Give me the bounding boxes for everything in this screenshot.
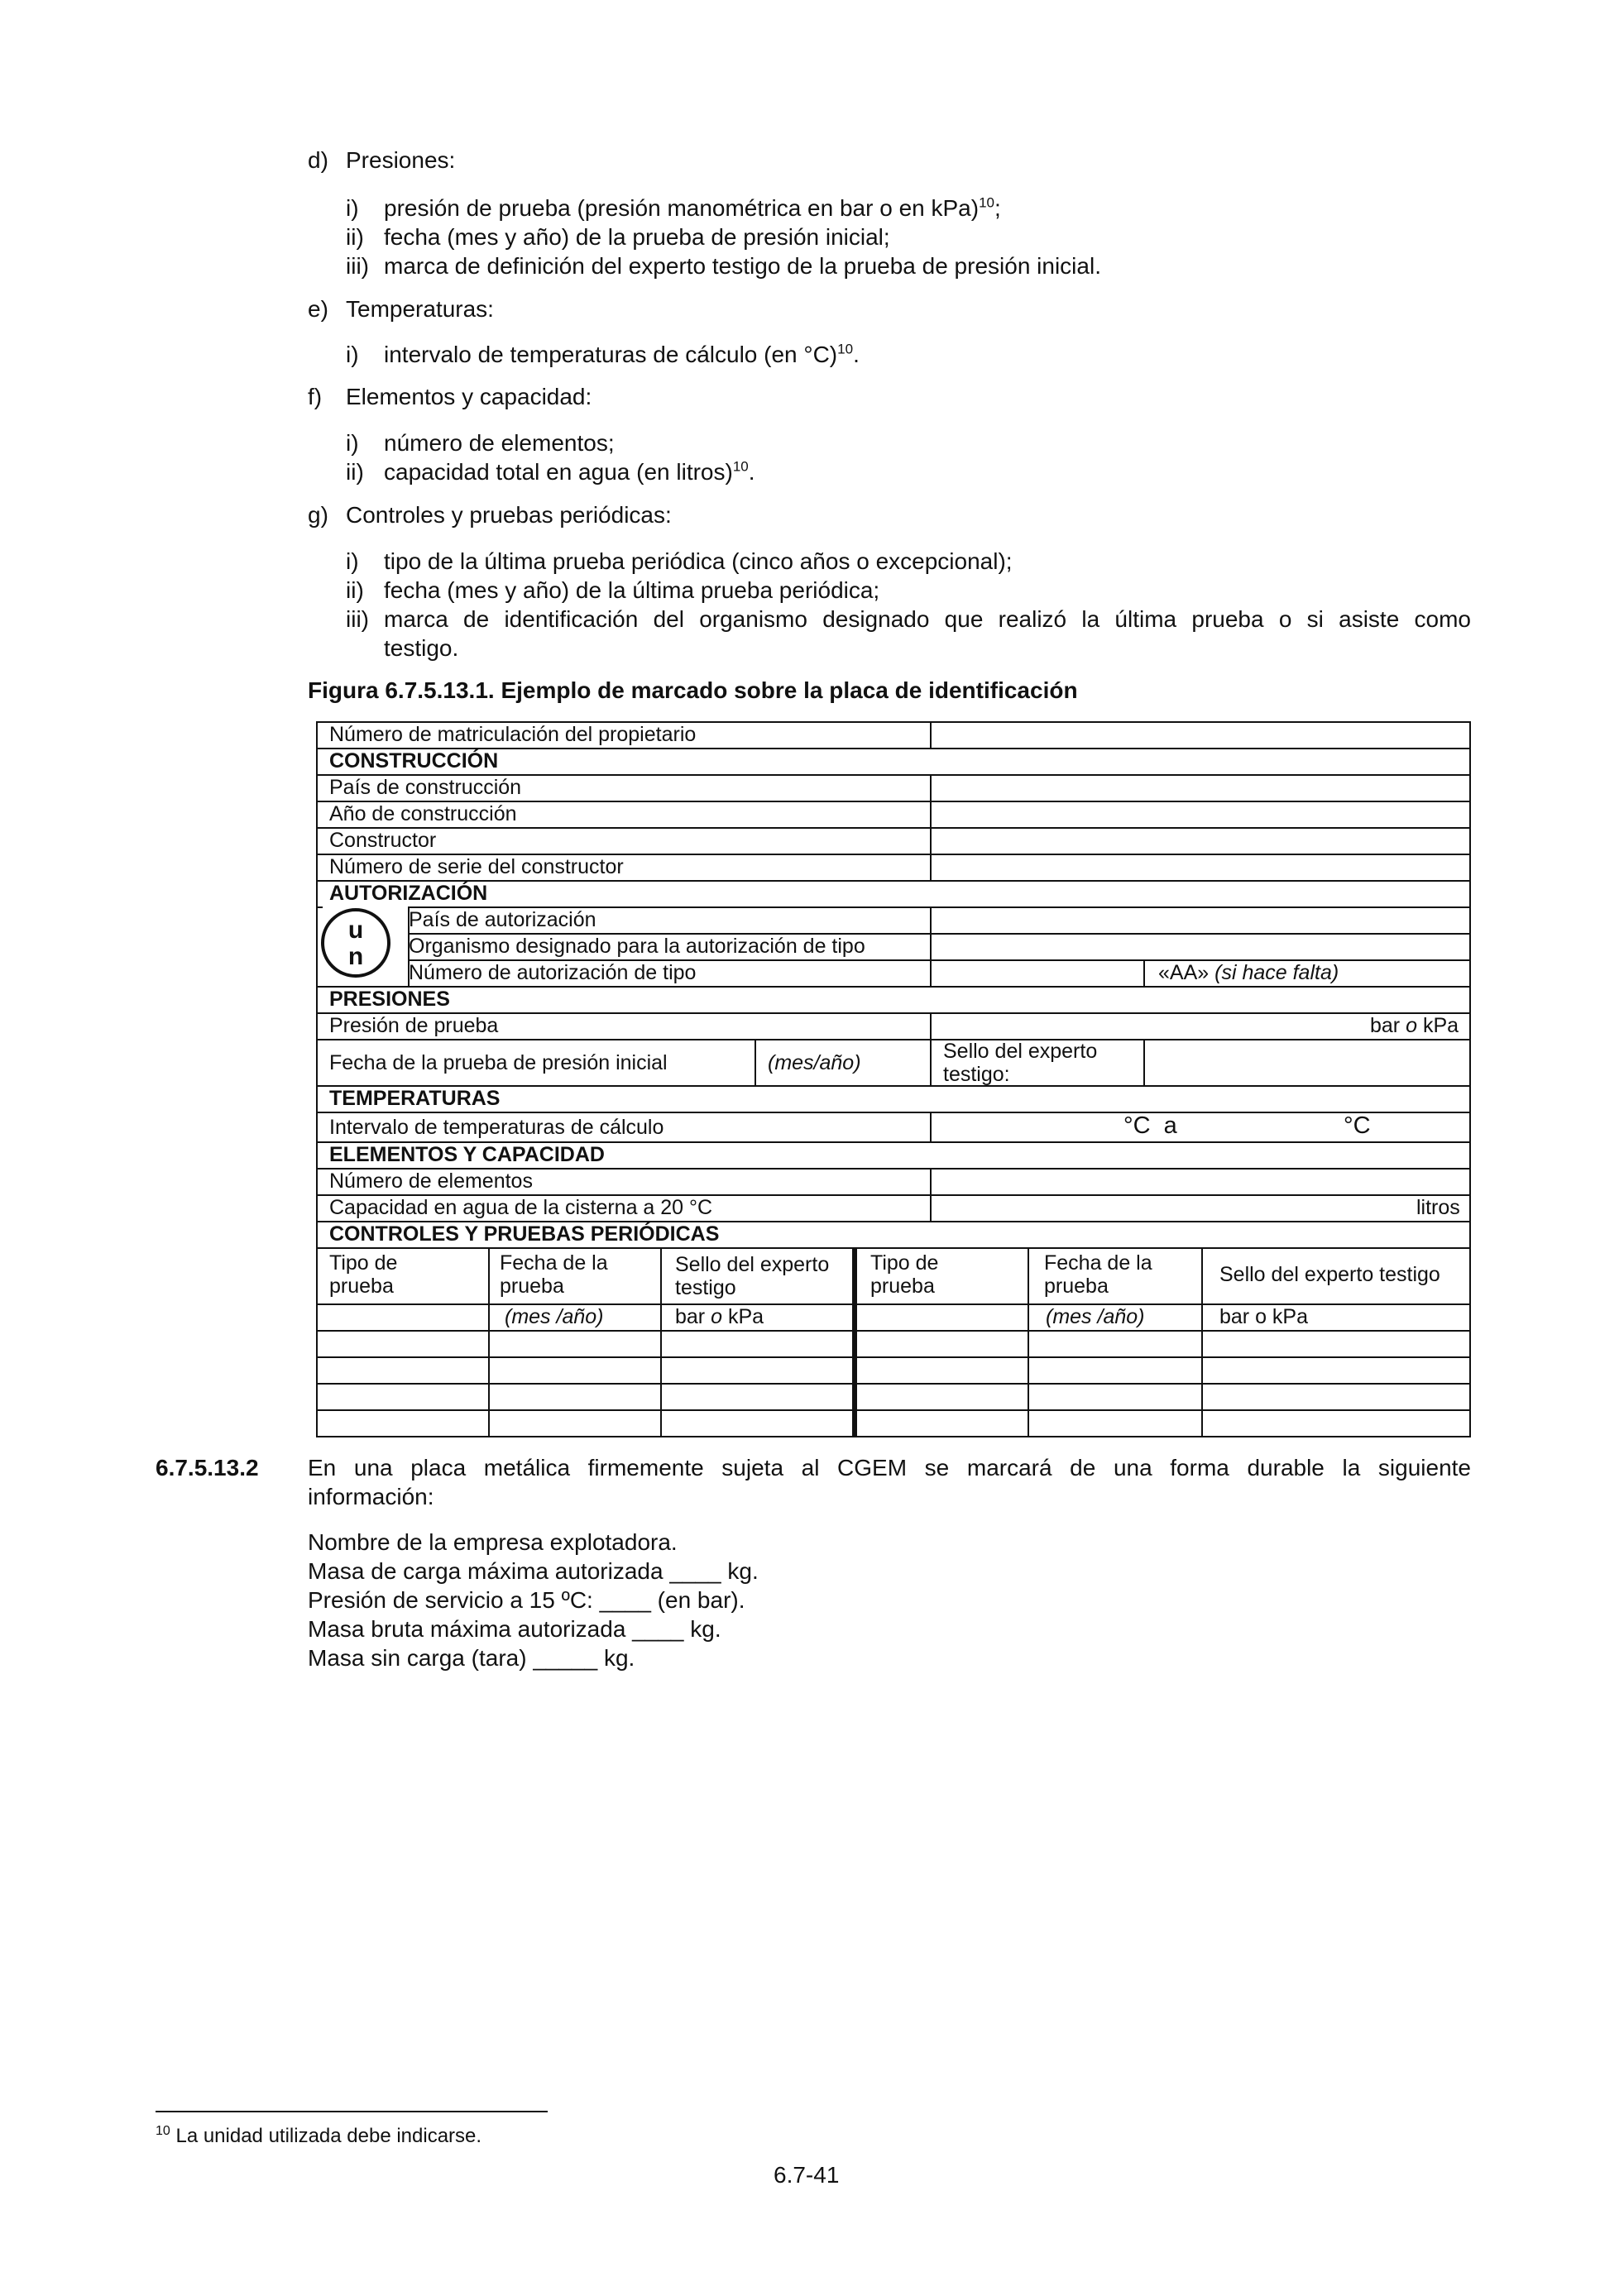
col-expert-seal: Sello del experto	[675, 1253, 830, 1276]
elements-heading: ELEMENTOS Y CAPACIDAD	[329, 1143, 605, 1166]
list-item-expert-mark: marca de definición del experto testigo de la prueba de presión inicial.	[384, 253, 1101, 279]
construction-heading: CONSTRUCCIÓN	[329, 749, 499, 773]
section-text: En una placa metálica firmemente sujeta al CGEM se marcará de una forma durable la siguiente	[308, 1455, 1471, 1480]
periodic-heading: CONTROLES Y PRUEBAS PERIÓDICAS	[329, 1222, 720, 1246]
list-item-water-capacity: capacidad total en agua (en litros)$^{10}$.	[384, 458, 755, 485]
authorization-heading: AUTORIZACIÓN	[329, 882, 488, 905]
col-test-type-2: Tipo de	[870, 1251, 939, 1275]
list-item-temperature-range: intervalo de temperaturas de cálculo (en °C)$^{10}$.	[384, 341, 860, 367]
table-rule	[1143, 959, 1145, 986]
temperature-from-unit: °C a	[1123, 1112, 1177, 1139]
figure-caption: Figura 6.7.5.13.1. Ejemplo de marcado sobre la placa de identificación	[308, 677, 1078, 703]
serial-number-label: Número de serie del constructor	[329, 855, 624, 878]
list-marker: i)	[346, 548, 359, 574]
col-expert-seal-2: Sello del experto testigo	[1219, 1263, 1440, 1286]
list-heading-temperatures: Temperaturas:	[346, 296, 494, 322]
element-count-label: Número de elementos	[329, 1170, 533, 1193]
designated-body-label: Organismo designado para la autorización de tipo	[409, 935, 865, 958]
plate-item: Nombre de la empresa explotadora.	[308, 1529, 678, 1555]
table-rule	[316, 880, 1471, 882]
construction-year-label: Año de construcción	[329, 802, 517, 825]
list-marker: iii)	[346, 253, 369, 279]
col-test-date-2: Fecha de la	[1044, 1251, 1152, 1275]
list-marker-e: e)	[308, 296, 328, 322]
col-test-date: Fecha de la	[500, 1251, 608, 1275]
footnote: $^{10}$ La unidad utilizada debe indicarse.	[156, 2124, 482, 2147]
table-rule	[316, 1112, 1471, 1113]
list-item-last-test-type: tipo de la última prueba periódica (cinco años o excepcional);	[384, 548, 1013, 574]
table-rule	[930, 1112, 932, 1141]
plate-item: Masa sin carga (tara) _____ kg.	[308, 1645, 635, 1671]
temperatures-heading: TEMPERATURAS	[329, 1087, 501, 1110]
initial-test-date-format: (mes/año)	[768, 1051, 861, 1074]
list-item-test-pressure: presión de prueba (presión manométrica en bar o en kPa)$^{10}$;	[384, 194, 1001, 221]
list-marker-d: d)	[308, 147, 328, 173]
list-heading-elements: Elementos y capacidad:	[346, 384, 592, 409]
table-rule	[316, 906, 323, 908]
col-expert-seal-cont: testigo	[675, 1276, 736, 1299]
aa-note: «AA» (si hace falta)	[1158, 961, 1339, 984]
table-rule	[930, 721, 932, 748]
construction-country-label: País de construcción	[329, 776, 522, 799]
list-item-last-test-date: fecha (mes y año) de la última prueba periódica;	[384, 577, 880, 603]
table-rule	[660, 1247, 662, 1437]
list-marker: i)	[346, 195, 359, 221]
list-marker: ii)	[346, 224, 364, 250]
type-approval-number-label: Número de autorización de tipo	[409, 961, 697, 984]
col-test-date-2-cont: prueba	[1044, 1275, 1109, 1298]
plate-item: Masa bruta máxima autorizada ____ kg.	[308, 1616, 721, 1642]
table-rule	[1201, 1247, 1203, 1437]
list-marker-f: f)	[308, 384, 323, 409]
initial-test-date-label: Fecha de la prueba de presión inicial	[329, 1051, 668, 1074]
pressures-heading: PRESIONES	[329, 988, 450, 1011]
test-date-format-2: (mes /año)	[1046, 1305, 1145, 1328]
table-rule	[1028, 1247, 1029, 1437]
list-marker: i)	[346, 430, 359, 456]
table-rule	[755, 1039, 756, 1085]
col-test-type-cont: prueba	[329, 1275, 394, 1298]
test-pressure-label: Presión de prueba	[329, 1014, 499, 1037]
list-marker: ii)	[346, 577, 364, 603]
col-test-type-2-cont: prueba	[870, 1275, 935, 1298]
plate-item: Presión de servicio a 15 ºC: ____ (en bar).	[308, 1587, 745, 1613]
table-rule	[930, 1168, 932, 1221]
pressure-unit: bar o kPa	[675, 1305, 764, 1328]
water-capacity-label: Capacidad en agua de la cisterna a 20 °C	[329, 1196, 713, 1219]
list-item-designated-body-mark-cont: testigo.	[384, 635, 459, 661]
owner-registration-label: Número de matriculación del propietario	[329, 723, 697, 746]
list-heading-periodic: Controles y pruebas periódicas:	[346, 502, 672, 528]
table-rule	[1143, 1039, 1145, 1085]
table-rule	[930, 774, 932, 880]
temperature-to-unit: °C	[1344, 1112, 1371, 1139]
page-number: 6.7-41	[774, 2162, 840, 2188]
list-item-element-count: número de elementos;	[384, 430, 615, 456]
test-date-format: (mes /año)	[505, 1305, 604, 1328]
list-heading-pressures: Presiones:	[346, 147, 456, 173]
list-item-designated-body-mark: marca de identificación del organismo designado que realizó la última prueba o si asiste como	[384, 606, 1471, 632]
list-marker: ii)	[346, 459, 364, 485]
table-rule	[930, 906, 932, 986]
table-rule	[488, 1247, 490, 1437]
plate-item: Masa de carga máxima autorizada ____ kg.	[308, 1558, 759, 1584]
col-test-date-cont: prueba	[500, 1275, 564, 1298]
un-logo-u: u	[347, 916, 364, 944]
table-rule	[316, 986, 1471, 988]
table-rule-thick	[852, 1247, 857, 1437]
section-text-cont: información:	[308, 1484, 434, 1509]
table-rule	[316, 1039, 1471, 1040]
un-logo	[321, 908, 390, 978]
pressure-unit-2: bar o kPa	[1219, 1305, 1309, 1328]
footnote-rule	[156, 2111, 548, 2112]
table-rule	[930, 1012, 932, 1085]
authorization-country-label: País de autorización	[409, 908, 596, 931]
list-item-initial-test-date: fecha (mes y año) de la prueba de presión inicial;	[384, 224, 890, 250]
section-number: 6.7.5.13.2	[156, 1455, 259, 1480]
un-logo-n: n	[347, 943, 364, 970]
list-marker-g: g)	[308, 502, 328, 528]
list-marker: i)	[346, 342, 359, 367]
manufacturer-label: Constructor	[329, 829, 437, 852]
col-test-type: Tipo de	[329, 1251, 398, 1275]
temperature-range-label: Intervalo de temperaturas de cálculo	[329, 1116, 664, 1139]
water-capacity-unit: litros	[1416, 1196, 1460, 1219]
expert-seal-label-cont: testigo:	[943, 1063, 1010, 1086]
table-rule	[316, 827, 1471, 829]
expert-seal-label: Sello del experto	[943, 1040, 1098, 1063]
list-marker: iii)	[346, 606, 369, 632]
test-pressure-unit: bar o kPa	[1370, 1014, 1459, 1037]
